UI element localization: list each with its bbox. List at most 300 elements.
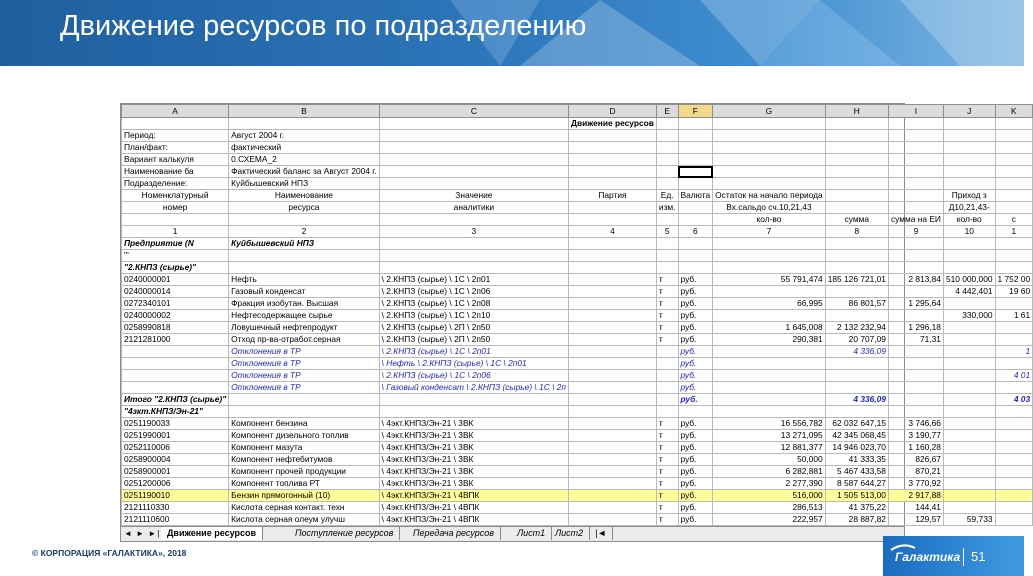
sheet-tab[interactable]: Лист2 — [549, 527, 590, 540]
cell-g[interactable]: кол-во — [713, 214, 826, 226]
cell-c[interactable] — [379, 154, 568, 166]
cell-e[interactable] — [656, 346, 678, 358]
cell-j[interactable]: 330,000 — [943, 310, 995, 322]
cell-j[interactable] — [943, 346, 995, 358]
cell-c[interactable]: \ Нефть \ 2.КНПЗ (сырье) \ 1С \ 2п01 — [379, 358, 568, 370]
cell-i[interactable]: 1 296,18 — [888, 322, 943, 334]
cell-a[interactable]: 2121281000 — [122, 334, 229, 346]
cell-a[interactable]: ''' — [122, 250, 229, 262]
cell-f[interactable]: руб. — [678, 442, 713, 454]
cell-a[interactable]: Период: — [122, 130, 229, 142]
cell-a[interactable] — [122, 370, 229, 382]
cell-a[interactable] — [122, 214, 229, 226]
cell-e[interactable]: т — [656, 442, 678, 454]
cell-d[interactable] — [569, 322, 657, 334]
cell-d[interactable] — [569, 370, 657, 382]
cell-c[interactable]: \ 4экт.КНПЗ/Эн-21 \ 3ВК — [379, 442, 568, 454]
cell-k[interactable] — [995, 514, 1033, 526]
cell-d[interactable] — [569, 334, 657, 346]
cell-c[interactable]: 3 — [379, 226, 568, 238]
column-header-i[interactable]: I — [888, 105, 943, 118]
cell-k[interactable] — [995, 298, 1033, 310]
cell-f[interactable]: руб. — [678, 466, 713, 478]
cell-c[interactable]: \ 4экт.КНПЗ/Эн-21 \ 4ВПК — [379, 502, 568, 514]
cell-i[interactable] — [888, 202, 943, 214]
cell-k[interactable]: 4 03 — [995, 394, 1033, 406]
cell-a[interactable]: номер — [122, 202, 229, 214]
cell-j[interactable] — [943, 298, 995, 310]
cell-j[interactable] — [943, 490, 995, 502]
cell-h[interactable] — [825, 238, 888, 250]
cell-e[interactable] — [656, 130, 678, 142]
cell-a[interactable]: Подразделение: — [122, 178, 229, 190]
cell-g[interactable]: 516,000 — [713, 490, 826, 502]
cell-i[interactable]: 3 770,92 — [888, 478, 943, 490]
cell-a[interactable]: 0240000002 — [122, 310, 229, 322]
cell-h[interactable]: 14 946 023,70 — [825, 442, 888, 454]
cell-d[interactable] — [569, 502, 657, 514]
cell-c[interactable]: \ 4экт.КНПЗ/Эн-21 \ 3ВК — [379, 430, 568, 442]
cell-e[interactable] — [656, 214, 678, 226]
cell-d[interactable] — [569, 358, 657, 370]
cell-i[interactable] — [888, 406, 943, 418]
column-header-d[interactable]: D — [569, 105, 657, 118]
column-header-b[interactable]: B — [229, 105, 379, 118]
cell-g[interactable] — [713, 178, 826, 190]
cell-f[interactable]: руб. — [678, 430, 713, 442]
cell-g[interactable] — [713, 130, 826, 142]
cell-h[interactable] — [825, 310, 888, 322]
cell-k[interactable]: 1 61 — [995, 310, 1033, 322]
cell-d[interactable] — [569, 346, 657, 358]
cell-k[interactable] — [995, 466, 1033, 478]
cell-f[interactable]: руб. — [678, 502, 713, 514]
cell-c[interactable] — [379, 250, 568, 262]
cell-j[interactable]: 4 442,401 — [943, 286, 995, 298]
cell-d[interactable] — [569, 310, 657, 322]
cell-i[interactable]: 826,67 — [888, 454, 943, 466]
cell-k[interactable] — [995, 262, 1033, 274]
sheet-tab[interactable]: Поступление ресурсов — [289, 527, 400, 540]
cell-e[interactable] — [656, 154, 678, 166]
cell-d[interactable]: Партия — [569, 190, 657, 202]
cell-j[interactable] — [943, 142, 995, 154]
column-header-e[interactable]: E — [656, 105, 678, 118]
cell-e[interactable]: т — [656, 454, 678, 466]
cell-k[interactable]: 1 — [995, 226, 1033, 238]
cell-f[interactable]: руб. — [678, 334, 713, 346]
cell-b[interactable]: Компонент бензина — [229, 418, 379, 430]
cell-c[interactable]: \ 2.КНПЗ (сырье) \ 1С \ 2п10 — [379, 310, 568, 322]
cell-h[interactable] — [825, 358, 888, 370]
cell-i[interactable]: 1 160,28 — [888, 442, 943, 454]
cell-k[interactable] — [995, 478, 1033, 490]
cell-a[interactable]: 2121110600 — [122, 514, 229, 526]
cell-f[interactable]: Валюта — [678, 190, 713, 202]
cell-c[interactable]: \ 4экт.КНПЗ/Эн-21 \ 4ВПК — [379, 490, 568, 502]
cell-h[interactable]: 42 345 068,45 — [825, 430, 888, 442]
cell-i[interactable]: 870,21 — [888, 466, 943, 478]
cell-i[interactable] — [888, 346, 943, 358]
cell-h[interactable]: 4 336,09 — [825, 394, 888, 406]
cell-d[interactable] — [569, 274, 657, 286]
cell-i[interactable] — [888, 118, 943, 130]
cell-i[interactable] — [888, 310, 943, 322]
cell-b[interactable] — [229, 262, 379, 274]
cell-c[interactable]: \ 4экт.КНПЗ/Эн-21 \ 3ВК — [379, 454, 568, 466]
cell-g[interactable]: 12 881,377 — [713, 442, 826, 454]
cell-c[interactable]: \ 2.КНПЗ (сырье) \ 1С \ 2п01 — [379, 274, 568, 286]
cell-j[interactable] — [943, 358, 995, 370]
cell-i[interactable] — [888, 250, 943, 262]
cell-c[interactable] — [379, 394, 568, 406]
cell-i[interactable] — [888, 130, 943, 142]
cell-h[interactable] — [825, 142, 888, 154]
cell-k[interactable]: 19 60 — [995, 286, 1033, 298]
cell-i[interactable]: 9 — [888, 226, 943, 238]
cell-d[interactable] — [569, 214, 657, 226]
cell-h[interactable]: 5 467 433,58 — [825, 466, 888, 478]
cell-e[interactable]: т — [656, 334, 678, 346]
cell-i[interactable] — [888, 382, 943, 394]
cell-b[interactable]: Отклонения в ТР — [229, 358, 379, 370]
cell-d[interactable] — [569, 418, 657, 430]
cell-e[interactable]: т — [656, 490, 678, 502]
cell-j[interactable] — [943, 502, 995, 514]
cell-f[interactable]: руб. — [678, 514, 713, 526]
cell-i[interactable]: 129,57 — [888, 514, 943, 526]
cell-k[interactable] — [995, 442, 1033, 454]
cell-k[interactable] — [995, 166, 1033, 178]
cell-b[interactable]: Нефтесодержащее сырье — [229, 310, 379, 322]
cell-c[interactable]: \ Газовый конденсат \ 2.КНПЗ (сырье) \ 1С \ 2п — [379, 382, 568, 394]
cell-f[interactable]: руб. — [678, 382, 713, 394]
cell-h[interactable]: 8 — [825, 226, 888, 238]
cell-k[interactable] — [995, 250, 1033, 262]
cell-k[interactable] — [995, 142, 1033, 154]
cell-g[interactable]: 55 791,474 — [713, 274, 826, 286]
cell-e[interactable]: т — [656, 322, 678, 334]
cell-a[interactable]: 1 — [122, 226, 229, 238]
cell-f[interactable] — [678, 202, 713, 214]
cell-e[interactable]: т — [656, 478, 678, 490]
cell-d[interactable] — [569, 394, 657, 406]
column-header-j[interactable]: J — [943, 105, 995, 118]
cell-g[interactable] — [713, 382, 826, 394]
cell-d[interactable] — [569, 166, 657, 178]
cell-i[interactable]: 2 917,88 — [888, 490, 943, 502]
cell-j[interactable] — [943, 430, 995, 442]
cell-d[interactable] — [569, 238, 657, 250]
cell-g[interactable]: 66,995 — [713, 298, 826, 310]
cell-i[interactable] — [888, 262, 943, 274]
cell-g[interactable]: Вх.сальдо сч.10,21,43 — [713, 202, 826, 214]
cell-b[interactable]: Кислота серная контакт. техн — [229, 502, 379, 514]
cell-b[interactable]: Бензин прямогонный (10) — [229, 490, 379, 502]
cell-b[interactable]: Отход пр-ва-отработ.серная — [229, 334, 379, 346]
cell-h[interactable] — [825, 370, 888, 382]
cell-c[interactable]: \ 2.КНПЗ (сырье) \ 1С \ 2п06 — [379, 286, 568, 298]
cell-c[interactable]: \ 2.КНПЗ (сырье) \ 2П \ 2п50 — [379, 322, 568, 334]
cell-g[interactable] — [713, 154, 826, 166]
spreadsheet-grid[interactable] — [121, 104, 1033, 526]
cell-i[interactable] — [888, 238, 943, 250]
cell-g[interactable]: 7 — [713, 226, 826, 238]
cell-g[interactable]: 2 277,390 — [713, 478, 826, 490]
cell-e[interactable]: Ед. — [656, 190, 678, 202]
cell-i[interactable] — [888, 178, 943, 190]
cell-f[interactable]: руб. — [678, 298, 713, 310]
cell-d[interactable] — [569, 130, 657, 142]
cell-i[interactable] — [888, 394, 943, 406]
cell-i[interactable] — [888, 190, 943, 202]
cell-f[interactable]: руб. — [678, 310, 713, 322]
cell-k[interactable] — [995, 130, 1033, 142]
column-header-g[interactable]: G — [713, 105, 826, 118]
cell-a[interactable] — [122, 118, 229, 130]
cell-i[interactable] — [888, 358, 943, 370]
cell-f[interactable] — [678, 250, 713, 262]
cell-j[interactable]: кол-во — [943, 214, 995, 226]
cell-b[interactable]: Фактический баланс за Август 2004 г. — [229, 166, 379, 178]
cell-g[interactable]: 16 556,782 — [713, 418, 826, 430]
cell-f[interactable]: руб. — [678, 394, 713, 406]
cell-k[interactable] — [995, 490, 1033, 502]
cell-b[interactable]: Отклонения в ТР — [229, 370, 379, 382]
column-header-h[interactable]: H — [825, 105, 888, 118]
cell-b[interactable]: Ловушечный нефтепродукт — [229, 322, 379, 334]
cell-h[interactable]: 41 375,22 — [825, 502, 888, 514]
cell-d[interactable] — [569, 406, 657, 418]
cell-e[interactable]: т — [656, 274, 678, 286]
cell-a[interactable] — [122, 346, 229, 358]
cell-f[interactable]: руб. — [678, 478, 713, 490]
cell-f[interactable] — [678, 142, 713, 154]
cell-g[interactable] — [713, 370, 826, 382]
cell-c[interactable] — [379, 118, 568, 130]
cell-h[interactable] — [825, 178, 888, 190]
cell-i[interactable]: 144,41 — [888, 502, 943, 514]
cell-a[interactable]: План/факт: — [122, 142, 229, 154]
cell-a[interactable]: "4зкт.КНПЗ/Эн-21" — [122, 406, 229, 418]
cell-k[interactable] — [995, 418, 1033, 430]
cell-b[interactable] — [229, 118, 379, 130]
cell-b[interactable]: Куйбышевский НПЗ — [229, 178, 379, 190]
cell-i[interactable]: 2 813,84 — [888, 274, 943, 286]
cell-h[interactable] — [825, 250, 888, 262]
cell-b[interactable]: Наименование — [229, 190, 379, 202]
cell-k[interactable]: 1 — [995, 346, 1033, 358]
cell-h[interactable] — [825, 382, 888, 394]
cell-d[interactable] — [569, 430, 657, 442]
cell-c[interactable] — [379, 262, 568, 274]
cell-f[interactable]: 6 — [678, 226, 713, 238]
cell-h[interactable]: 4 336,09 — [825, 346, 888, 358]
cell-g[interactable] — [713, 394, 826, 406]
cell-a[interactable]: 2121110330 — [122, 502, 229, 514]
cell-d[interactable] — [569, 298, 657, 310]
cell-f[interactable] — [678, 178, 713, 190]
cell-c[interactable] — [379, 166, 568, 178]
cell-h[interactable]: 20 707,09 — [825, 334, 888, 346]
cell-a[interactable]: Итого "2.КНПЗ (сырье)" — [122, 394, 229, 406]
cell-a[interactable]: 0251190010 — [122, 490, 229, 502]
cell-g[interactable] — [713, 262, 826, 274]
cell-d[interactable] — [569, 466, 657, 478]
cell-c[interactable]: \ 4экт.КНПЗ/Эн-21 \ 3ВК — [379, 478, 568, 490]
cell-d[interactable]: Движение ресурсов — [569, 118, 657, 130]
cell-c[interactable] — [379, 406, 568, 418]
cell-f[interactable]: руб. — [678, 454, 713, 466]
cell-c[interactable] — [379, 214, 568, 226]
cell-e[interactable] — [656, 394, 678, 406]
cell-i[interactable]: 3 746,66 — [888, 418, 943, 430]
spreadsheet-view[interactable] — [120, 103, 1031, 542]
cell-i[interactable] — [888, 370, 943, 382]
cell-e[interactable] — [656, 250, 678, 262]
cell-g[interactable]: 6 282,881 — [713, 466, 826, 478]
cell-k[interactable] — [995, 382, 1033, 394]
cell-h[interactable]: 28 887,82 — [825, 514, 888, 526]
cell-e[interactable] — [656, 118, 678, 130]
cell-c[interactable] — [379, 142, 568, 154]
cell-k[interactable] — [995, 190, 1033, 202]
cell-b[interactable]: Газовый конденсат — [229, 286, 379, 298]
cell-k[interactable] — [995, 154, 1033, 166]
cell-e[interactable]: т — [656, 286, 678, 298]
cell-h[interactable]: 185 126 721,01 — [825, 274, 888, 286]
cell-a[interactable]: 0240000014 — [122, 286, 229, 298]
cell-d[interactable] — [569, 478, 657, 490]
cell-c[interactable]: \ 4экт.КНПЗ/Эн-21 \ 3ВК — [379, 418, 568, 430]
cell-k[interactable] — [995, 406, 1033, 418]
cell-h[interactable]: 2 132 232,94 — [825, 322, 888, 334]
cell-b[interactable] — [229, 406, 379, 418]
cell-j[interactable]: 59,733 — [943, 514, 995, 526]
sheet-tab-overflow[interactable]: |◄ — [589, 527, 613, 540]
cell-a[interactable] — [122, 358, 229, 370]
sheet-nav-buttons[interactable]: ◄ ► ►| — [124, 529, 161, 538]
cell-e[interactable] — [656, 142, 678, 154]
cell-k[interactable] — [995, 358, 1033, 370]
cell-j[interactable] — [943, 154, 995, 166]
cell-g[interactable] — [713, 286, 826, 298]
cell-h[interactable] — [825, 166, 888, 178]
cell-e[interactable] — [656, 238, 678, 250]
cell-k[interactable]: 1 752 00 — [995, 274, 1033, 286]
cell-b[interactable]: Компонент мазута — [229, 442, 379, 454]
cell-d[interactable] — [569, 178, 657, 190]
cell-k[interactable] — [995, 334, 1033, 346]
cell-a[interactable] — [122, 382, 229, 394]
cell-j[interactable] — [943, 478, 995, 490]
cell-f[interactable]: руб. — [678, 358, 713, 370]
cell-c[interactable] — [379, 238, 568, 250]
sheet-tab[interactable]: Лист1 — [511, 527, 552, 540]
cell-j[interactable]: 10 — [943, 226, 995, 238]
cell-j[interactable] — [943, 130, 995, 142]
cell-a[interactable]: 0240000001 — [122, 274, 229, 286]
cell-g[interactable]: 222,957 — [713, 514, 826, 526]
cell-h[interactable] — [825, 118, 888, 130]
cell-b[interactable]: Отклонения в ТР — [229, 382, 379, 394]
cell-d[interactable] — [569, 250, 657, 262]
cell-i[interactable]: 3 190,77 — [888, 430, 943, 442]
cell-h[interactable]: сумма — [825, 214, 888, 226]
cell-b[interactable]: Компонент прочей продукции — [229, 466, 379, 478]
cell-f[interactable] — [678, 262, 713, 274]
cell-g[interactable] — [713, 346, 826, 358]
cell-a[interactable]: Номенклатурный — [122, 190, 229, 202]
cell-g[interactable] — [713, 406, 826, 418]
cell-d[interactable] — [569, 286, 657, 298]
cell-c[interactable]: Значение — [379, 190, 568, 202]
cell-h[interactable] — [825, 286, 888, 298]
cell-b[interactable]: 2 — [229, 226, 379, 238]
cell-g[interactable] — [713, 118, 826, 130]
cell-e[interactable]: 5 — [656, 226, 678, 238]
cell-j[interactable]: Приход з — [943, 190, 995, 202]
cell-f[interactable]: руб. — [678, 490, 713, 502]
cell-c[interactable]: \ 2.КНПЗ (сырье) \ 1С \ 2п08 — [379, 298, 568, 310]
cell-b[interactable]: Компонент нефтебитумов — [229, 454, 379, 466]
cell-b[interactable]: Фракция изобутан. Высшая — [229, 298, 379, 310]
sheet-tab[interactable]: Передача ресурсов — [407, 527, 501, 540]
cell-a[interactable]: 0251190033 — [122, 418, 229, 430]
cell-c[interactable]: \ 4экт.КНПЗ/Эн-21 \ 4ВПК — [379, 514, 568, 526]
cell-j[interactable]: Д10,21,43- — [943, 202, 995, 214]
cell-f[interactable]: руб. — [678, 286, 713, 298]
cell-g[interactable]: Остаток на начало периода — [713, 190, 826, 202]
column-header-a[interactable]: A — [122, 105, 229, 118]
cell-j[interactable] — [943, 370, 995, 382]
cell-d[interactable] — [569, 442, 657, 454]
cell-j[interactable] — [943, 166, 995, 178]
cell-c[interactable]: \ 2.КНПЗ (сырье) \ 2П \ 2п50 — [379, 334, 568, 346]
cell-c[interactable]: аналитики — [379, 202, 568, 214]
cell-e[interactable] — [656, 262, 678, 274]
cell-g[interactable]: 290,381 — [713, 334, 826, 346]
cell-b[interactable]: Август 2004 г. — [229, 130, 379, 142]
cell-f[interactable] — [678, 130, 713, 142]
cell-g[interactable] — [713, 238, 826, 250]
cell-g[interactable] — [713, 358, 826, 370]
cell-a[interactable]: 0258900001 — [122, 466, 229, 478]
cell-i[interactable] — [888, 154, 943, 166]
cell-f[interactable] — [678, 166, 713, 178]
cell-h[interactable] — [825, 154, 888, 166]
cell-h[interactable]: 8 587 644,27 — [825, 478, 888, 490]
cell-c[interactable] — [379, 130, 568, 142]
cell-b[interactable]: фактический — [229, 142, 379, 154]
cell-j[interactable] — [943, 382, 995, 394]
cell-g[interactable] — [713, 166, 826, 178]
cell-a[interactable]: Наименование ба — [122, 166, 229, 178]
cell-k[interactable] — [995, 202, 1033, 214]
cell-d[interactable] — [569, 154, 657, 166]
cell-c[interactable]: \ 2.КНПЗ (сырье) \ 1С \ 2п01 — [379, 346, 568, 358]
column-header-k[interactable]: K — [995, 105, 1033, 118]
cell-a[interactable]: 0258990818 — [122, 322, 229, 334]
cell-j[interactable] — [943, 178, 995, 190]
cell-a[interactable]: Вариант калькуля — [122, 154, 229, 166]
cell-k[interactable]: 4 01 — [995, 370, 1033, 382]
cell-k[interactable] — [995, 430, 1033, 442]
cell-d[interactable] — [569, 514, 657, 526]
cell-h[interactable] — [825, 262, 888, 274]
cell-f[interactable]: руб. — [678, 346, 713, 358]
cell-e[interactable]: т — [656, 418, 678, 430]
